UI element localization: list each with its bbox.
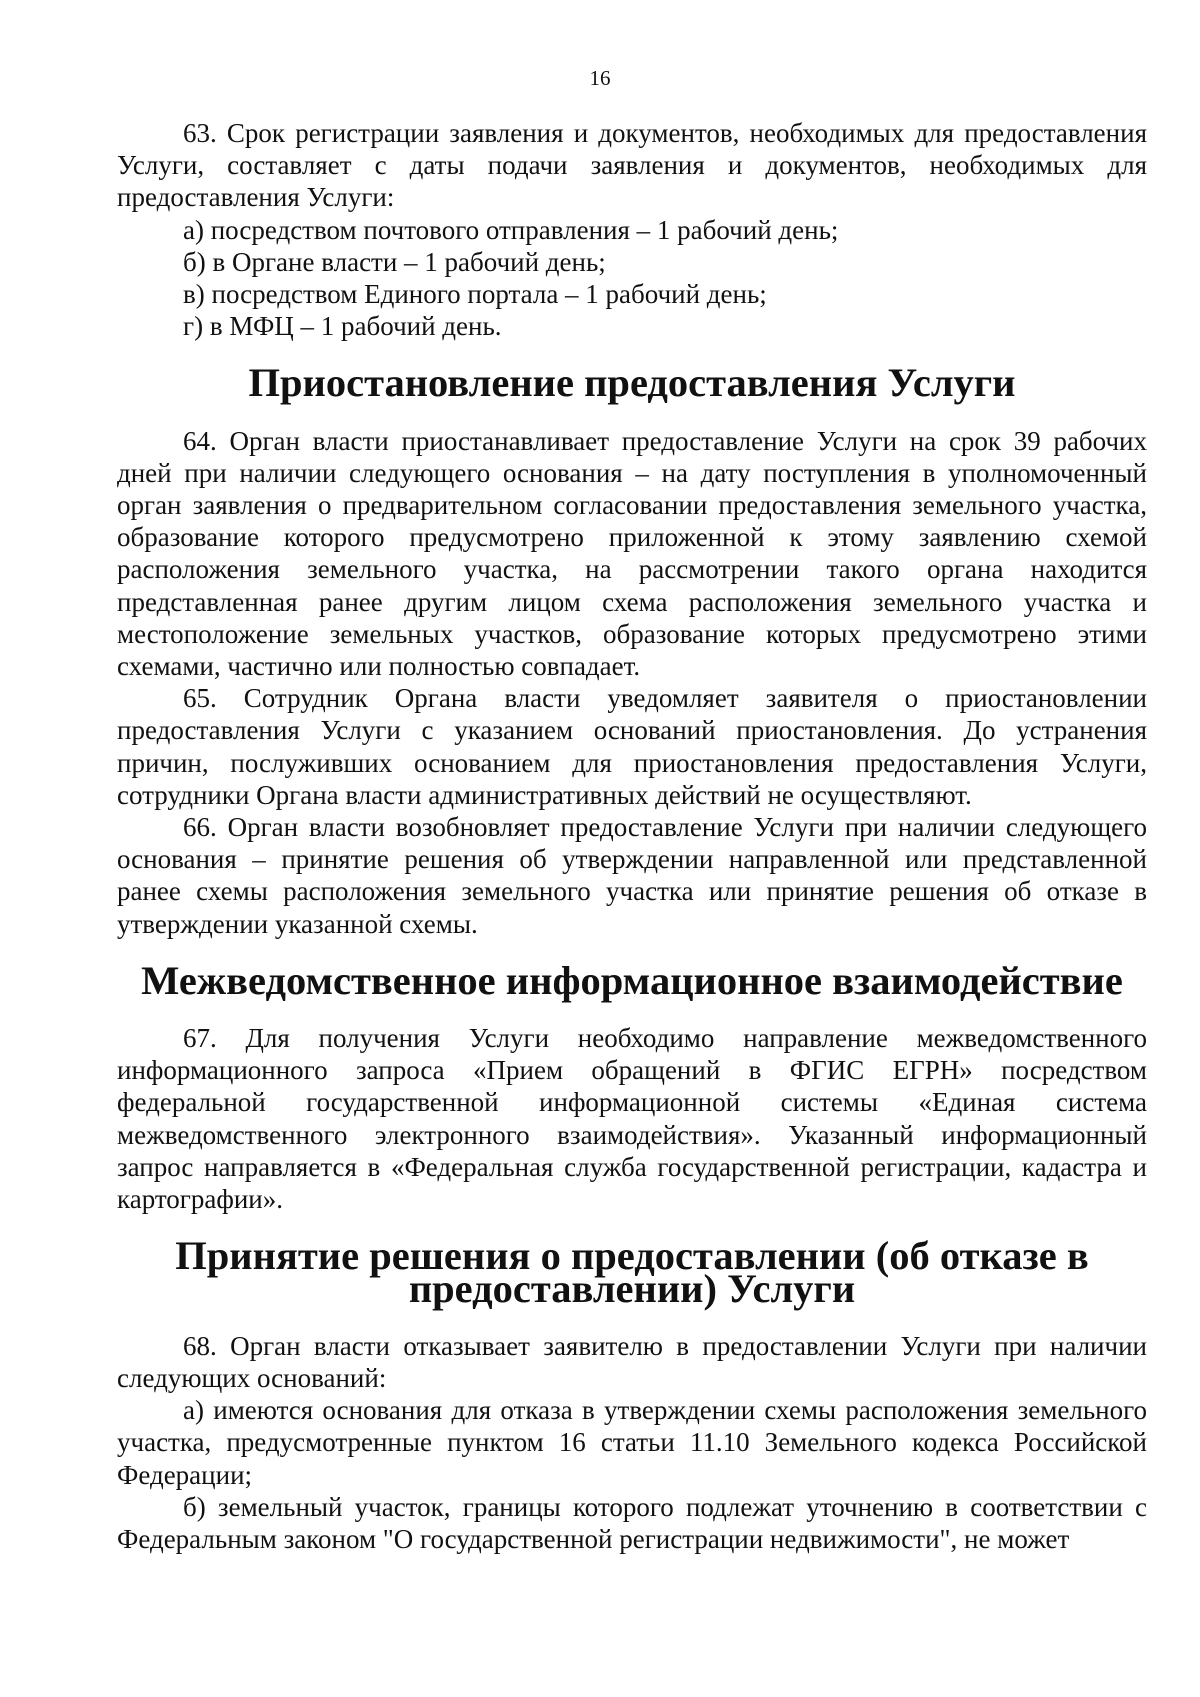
page-number: 16 [589,66,611,90]
paragraph-65: 65. Сотрудник Органа власти уведомляет заявителя о приостановлении предоставления Услуги с указанием оснований приостановления. До устранения причин, послуживших основанием для приостановления предоставления Услуги, сотрудники Органа власти административных действий не осуществляют. [117,683,1147,810]
paragraph-63: 63. Срок регистрации заявления и документов, необходимых для предоставления Услуги, составляет с даты подачи заявления и документов, необходимых для предоставления Услуги: [117,118,1147,213]
paragraph-64: 64. Орган власти приостанавливает предоставление Услуги на срок 39 рабочих дней при наличии следующего основания – на дату поступления в уполномоченный орган заявления о предварительном согласовании предоставления земельного участка, образование которого предусмотрено приложенной к этому заявлению схемой расположения земельного участка, на рассмотрении такого органа находится представленная ранее другим лицом схема расположения земельного участка и местоположение земельных участков, образование которых предусмотрено этими схемами, частично или полностью совпадает. [117,425,1147,682]
paragraph-68-a: а) имеются основания для отказа в утверждении схемы расположения земельного участка, предусмотренные пунктом 16 статьи 11.10 Земельного кодекса Российской Федерации; [117,1395,1147,1490]
section-heading-suspension: Приостановление предоставления Услуги [248,360,1016,406]
section-heading-decision: Принятие решения о предоставлении (об отказе в предоставлении) Услуги [175,1233,1089,1311]
paragraph-63-b: б) в Органе власти – 1 рабочий день; [183,246,606,277]
paragraph-63-d: г) в МФЦ – 1 рабочий день. [183,311,502,342]
section-heading-interagency: Межведомственное информационное взаимодействие [141,957,1123,1003]
paragraph-66: 66. Орган власти возобновляет предоставление Услуги при наличии следующего основания – принятие решения об утверждении направленной или представленной ранее схемы расположения земельного участка или принятие решения об отказе в утверждении указанной схемы. [117,812,1147,939]
paragraph-68: 68. Орган власти отказывает заявителю в предоставлении Услуги при наличии следующих оснований: [117,1330,1147,1393]
document-body [117,117,1147,1555]
paragraph-68-b: б) земельный участок, границы которого подлежат уточнению в соответствии с Федеральным законом "О государственной регистрации недвижимости", не может [117,1491,1147,1554]
paragraph-63-c: в) посредством Единого портала – 1 рабочий день; [183,279,767,310]
paragraph-67: 67. Для получения Услуги необходимо направление межведомственного информационного запроса «Прием обращений в ФГИС ЕГРН» посредством федеральной государственной информационной системы «Единая система межведомственного электронного взаимодействия». Указанный информационный запрос направляется в «Федеральная служба государственной регистрации, кадастра и картографии». [117,1023,1147,1215]
paragraph-63-a: а) посредством почтового отправления – 1 рабочий день; [183,214,839,245]
